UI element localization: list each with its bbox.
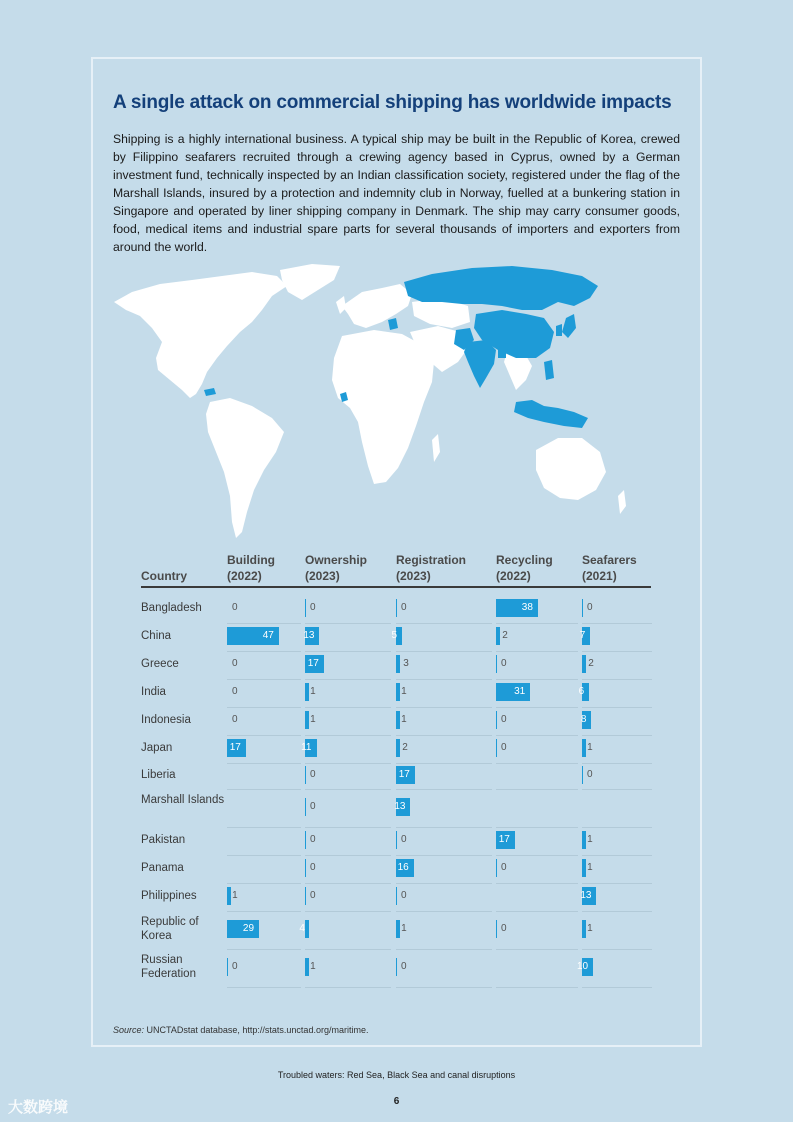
table-row bbox=[141, 622, 652, 650]
bar-label: 0 bbox=[501, 923, 507, 934]
bar-registration bbox=[396, 920, 400, 938]
page-title: A single attack on commercial shipping has worldwide impacts bbox=[113, 92, 672, 113]
bar-label: 0 bbox=[587, 769, 593, 780]
source-note: Source: UNCTADstat database, http://stats.unctad.org/maritime. bbox=[113, 1025, 369, 1035]
bar-label: 17 bbox=[398, 769, 410, 780]
bar-seafarers bbox=[582, 859, 586, 877]
table-row bbox=[141, 854, 652, 882]
bar-label: 13 bbox=[580, 890, 592, 901]
bar-seafarers bbox=[582, 655, 586, 673]
bar-label: 0 bbox=[232, 658, 238, 669]
bar-building bbox=[227, 887, 231, 905]
table-row bbox=[141, 706, 652, 734]
row-separator bbox=[496, 987, 578, 988]
bar-label: 16 bbox=[397, 862, 409, 873]
bar-label: 29 bbox=[242, 923, 255, 934]
bar-label: 1 bbox=[310, 961, 316, 972]
bar-label: 31 bbox=[514, 686, 526, 697]
land-madagascar bbox=[432, 434, 440, 462]
bar-label: 1 bbox=[232, 890, 238, 901]
bar-seafarers bbox=[582, 920, 586, 938]
bar-label: 5 bbox=[391, 630, 398, 641]
watermark: 大数跨境 bbox=[8, 1099, 69, 1116]
bar-label: 17 bbox=[498, 834, 510, 845]
table-row bbox=[141, 678, 652, 706]
bar-label: 13 bbox=[303, 630, 315, 641]
table-row bbox=[141, 948, 652, 986]
intro-paragraph: Shipping is a highly international business. A typical ship may be built in the Republic of Korea, crewed by Filippino seafarers recruited through a crewing agency based in Cyprus, owned by a German investment fund, technically inspected by an Indian classification society, registered under the flag of the Marshall Islands, insured by a protection and indemnity club in Norway, fuelled at a bunkering station in Singapore and operated by liner shipping company in Denmark. The ship may carry consumer goods, food, medical items and industrial spare parts for several thousands of importers and exporters from around the world. bbox=[113, 132, 680, 254]
bar-label: 1 bbox=[310, 714, 316, 725]
bar-label: 0 bbox=[587, 602, 593, 613]
bar-seafarers bbox=[582, 831, 586, 849]
bar-label: 3 bbox=[403, 658, 409, 669]
bar-label: 0 bbox=[232, 686, 238, 697]
row-separator bbox=[305, 987, 391, 988]
country-name: Greece bbox=[141, 658, 179, 670]
bar-label: 38 bbox=[521, 602, 533, 613]
bar-label: 0 bbox=[310, 801, 316, 812]
land-bangladesh bbox=[498, 350, 506, 358]
table-row bbox=[141, 826, 652, 854]
bar-recycling bbox=[496, 627, 500, 645]
land-north-america bbox=[114, 272, 287, 398]
bar-label: 1 bbox=[401, 923, 407, 934]
table-row bbox=[141, 762, 652, 788]
bar-label: 13 bbox=[394, 801, 406, 812]
country-name: Japan bbox=[141, 742, 173, 754]
bar-label: 47 bbox=[262, 630, 274, 641]
land-europe bbox=[342, 284, 412, 328]
bar-label: 2 bbox=[402, 742, 408, 753]
world-map bbox=[112, 262, 640, 544]
bar-label: 0 bbox=[401, 602, 407, 613]
country-name: Panama bbox=[141, 862, 184, 874]
country-name: Philippines bbox=[141, 890, 197, 902]
bar-label: 1 bbox=[587, 834, 593, 845]
bar-label: 0 bbox=[310, 890, 316, 901]
bar-label: 1 bbox=[587, 742, 593, 753]
land-philippines bbox=[544, 360, 554, 380]
col-header-recycling: Recycling (2022) bbox=[496, 553, 553, 583]
row-separator bbox=[582, 987, 652, 988]
table-row bbox=[141, 734, 652, 762]
bar-label: 0 bbox=[232, 961, 238, 972]
country-name: Liberia bbox=[141, 769, 176, 781]
bar-ownership bbox=[305, 683, 309, 701]
col-header-registration: Registration (2023) bbox=[396, 553, 467, 583]
bar-label: 1 bbox=[310, 686, 316, 697]
bar-ownership bbox=[305, 958, 309, 976]
bar-label: 1 bbox=[401, 686, 407, 697]
country-name: Republic of Korea bbox=[141, 916, 199, 942]
bar-label: 0 bbox=[310, 602, 316, 613]
table-row bbox=[141, 650, 652, 678]
bar-label: 0 bbox=[401, 961, 407, 972]
col-header-ownership: Ownership (2023) bbox=[305, 553, 368, 583]
bar-ownership bbox=[305, 920, 309, 938]
bar-label: 11 bbox=[301, 742, 312, 753]
land-greenland bbox=[280, 264, 340, 300]
country-name: Indonesia bbox=[141, 714, 191, 726]
land-uk bbox=[336, 296, 346, 314]
bar-seafarers bbox=[582, 739, 586, 757]
country-name: Bangladesh bbox=[141, 602, 202, 614]
bar-label: 0 bbox=[501, 714, 507, 725]
land-indonesia bbox=[514, 400, 588, 428]
bar-label: 4 bbox=[299, 923, 305, 934]
table-row bbox=[141, 788, 652, 826]
bar-label: 6 bbox=[578, 686, 585, 697]
country-name: China bbox=[141, 630, 172, 642]
bar-label: 0 bbox=[310, 862, 316, 873]
bar-label: 0 bbox=[310, 769, 316, 780]
bar-label: 17 bbox=[229, 742, 241, 753]
row-separator bbox=[396, 987, 492, 988]
country-header: Country bbox=[141, 569, 187, 583]
header-rule bbox=[141, 586, 651, 588]
land-australia bbox=[536, 438, 606, 500]
country-name: India bbox=[141, 686, 166, 698]
col-header-building: Building (2022) bbox=[227, 553, 275, 583]
bar-label: 0 bbox=[401, 890, 407, 901]
table-row bbox=[141, 910, 652, 948]
land-japan bbox=[562, 314, 576, 338]
row-separator bbox=[227, 987, 301, 988]
bar-label: 0 bbox=[501, 742, 507, 753]
bar-label: 17 bbox=[307, 658, 319, 669]
bar-registration bbox=[396, 655, 400, 673]
land-africa bbox=[332, 330, 434, 484]
bar-label: 0 bbox=[310, 834, 316, 845]
country-name: Russian Federation bbox=[141, 954, 196, 980]
land-greece bbox=[388, 318, 398, 330]
bar-label: 0 bbox=[501, 658, 507, 669]
bar-label: 0 bbox=[501, 862, 507, 873]
bar-label: 8 bbox=[580, 714, 587, 725]
bar-ownership bbox=[305, 711, 309, 729]
land-panama bbox=[204, 388, 216, 396]
country-name: Pakistan bbox=[141, 834, 186, 846]
bar-label: 2 bbox=[502, 630, 508, 641]
bar-label: 1 bbox=[587, 862, 593, 873]
bar-label: 10 bbox=[577, 961, 589, 972]
bar-label: 0 bbox=[401, 834, 407, 845]
bar-registration bbox=[396, 683, 400, 701]
footer-title: Troubled waters: Red Sea, Black Sea and canal disruptions bbox=[277, 1070, 516, 1080]
page-number: 6 bbox=[393, 1096, 400, 1107]
bar-label: 1 bbox=[401, 714, 407, 725]
country-name: Marshall Islands bbox=[141, 794, 225, 806]
land-new-zealand bbox=[618, 490, 626, 514]
col-header-seafarers: Seafarers (2021) bbox=[582, 553, 637, 583]
bar-registration bbox=[396, 739, 400, 757]
bar-label: 1 bbox=[587, 923, 593, 934]
bar-label: 0 bbox=[232, 602, 238, 613]
land-south-america bbox=[206, 398, 284, 538]
bar-label: 0 bbox=[232, 714, 238, 725]
table-row bbox=[141, 882, 652, 910]
bar-registration bbox=[396, 711, 400, 729]
bar-label: 2 bbox=[588, 658, 594, 669]
land-korea bbox=[556, 324, 562, 336]
bar-label: 7 bbox=[579, 630, 586, 641]
table-row bbox=[141, 594, 652, 622]
land-india bbox=[464, 340, 496, 388]
